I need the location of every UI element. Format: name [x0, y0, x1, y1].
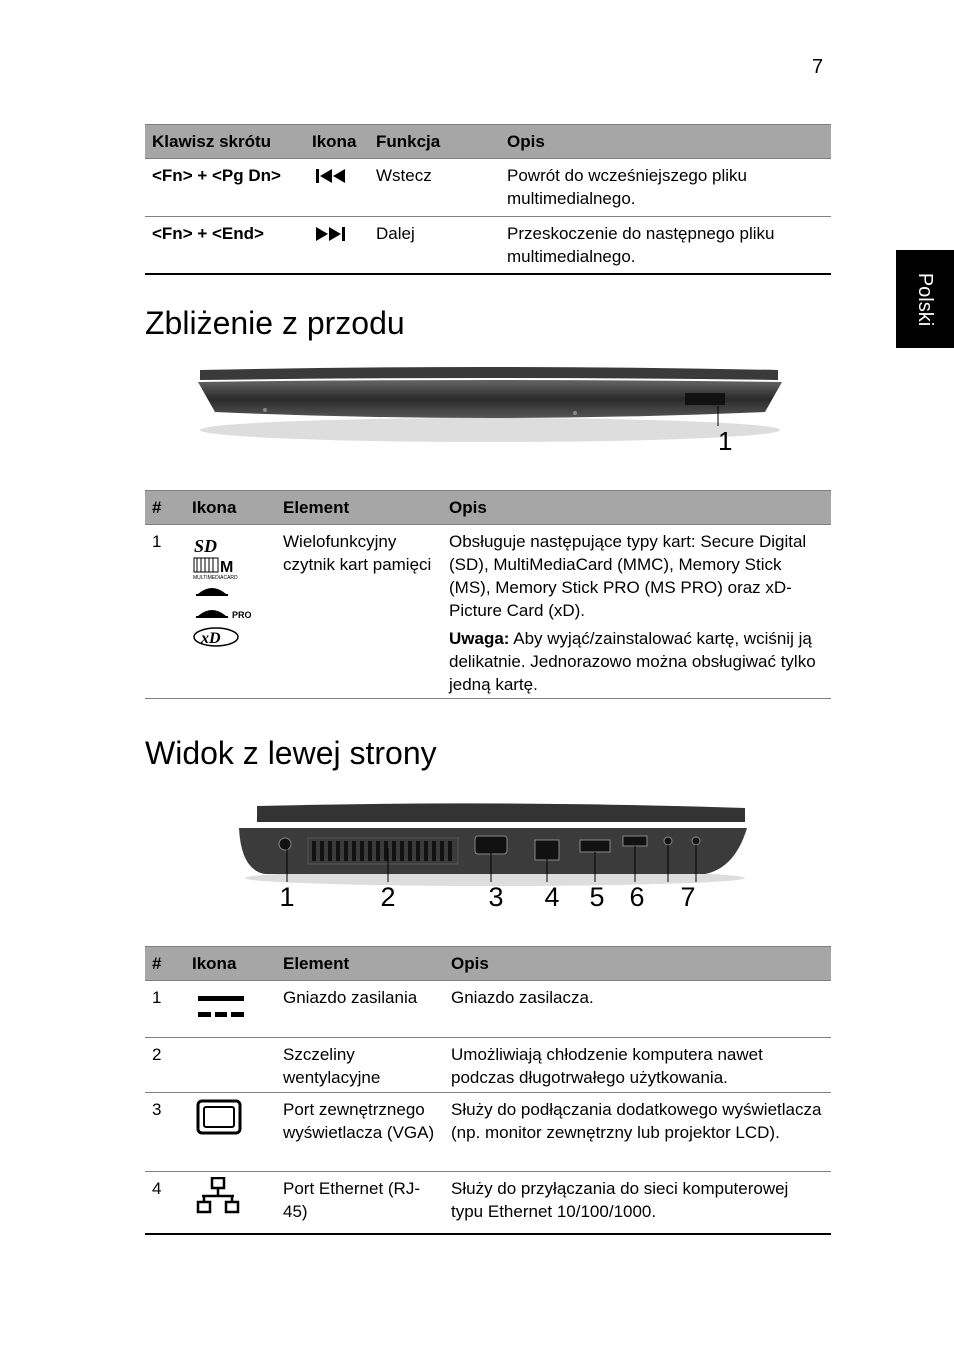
left-callout: 3 — [488, 882, 504, 912]
svg-text:M: M — [220, 559, 234, 576]
table-row — [145, 1093, 831, 1172]
shortcut-table — [145, 124, 831, 275]
memory-stick-pro-icon — [196, 610, 252, 620]
note-text: Aby wyjąć/zainstalować kartę, wciśnij ją delikatnie. Jednorazowo można obsługiwać tylko jedną kartę. — [449, 629, 816, 694]
left-callout: 2 — [380, 882, 396, 912]
vent-slot — [448, 841, 452, 861]
vent-slot — [440, 841, 444, 861]
header-element: Element — [276, 491, 442, 525]
row-element: Szczeliny wentylacyjne — [276, 1038, 444, 1093]
row-number: 4 — [145, 1172, 185, 1234]
section-title-left: Widok z lewej strony — [145, 735, 437, 771]
left-callout: 6 — [629, 882, 645, 912]
sd-icon: SD — [194, 536, 218, 556]
header-element: Element — [276, 947, 444, 981]
table-row — [145, 981, 831, 1038]
left-callout: 5 — [589, 882, 605, 912]
row-desc: Gniazdo zasilacza. — [444, 981, 831, 1038]
vent-slot — [400, 841, 404, 861]
vent-slot — [416, 841, 420, 861]
left-callout: 1 — [279, 882, 295, 912]
svg-text:xD: xD — [201, 630, 221, 647]
row-element: Gniazdo zasilania — [276, 981, 444, 1038]
vent-slot — [336, 841, 340, 861]
laptop-front-image — [190, 360, 790, 460]
header-desc: Opis — [442, 491, 831, 525]
svg-text:PRO: PRO — [232, 610, 252, 620]
shortcut-desc: Przeskoczenie do następnego pliku multimedialnego. — [500, 217, 831, 274]
header-desc: Opis — [444, 947, 831, 981]
card-types-desc: Obsługuje następujące typy kart: Secure Digital (SD), MultiMediaCard (MMC), Memory Stick (MS), Memory Stick PRO (MS PRO) oraz xD-Picture Card (xD). — [449, 532, 807, 620]
vent-slot — [312, 841, 316, 861]
section-title-front: Zbliżenie z przodu — [145, 305, 405, 341]
front-callout: 1 — [718, 426, 733, 456]
header-function: Funkcja — [369, 125, 500, 159]
row-desc — [442, 525, 831, 699]
shortcut-function: Wstecz — [369, 159, 500, 217]
header-icon: Ikona — [185, 491, 276, 525]
table-row — [145, 1038, 831, 1093]
table-header — [145, 947, 831, 981]
xd-icon — [194, 628, 238, 647]
header-number: # — [145, 947, 185, 981]
header-icon: Ikona — [305, 125, 369, 159]
left-callout: 4 — [544, 882, 560, 912]
vent-slot — [376, 841, 380, 861]
vent-slot — [352, 841, 356, 861]
table-header — [145, 125, 831, 159]
shortcut-desc: Powrót do wcześniejszego pliku multimedialnego. — [500, 159, 831, 217]
row-element: Port zewnętrznego wyświetlacza (VGA) — [276, 1093, 444, 1172]
vga-icon — [185, 1093, 276, 1172]
ethernet-icon — [185, 1172, 276, 1234]
previous-track-icon — [305, 159, 369, 217]
row-element: Wielofunkcyjny czytnik kart pamięci — [276, 525, 442, 699]
vent-slot — [368, 841, 372, 861]
note-label: Uwaga: — [449, 629, 510, 648]
table-row — [145, 217, 831, 274]
row-number: 1 — [145, 981, 185, 1038]
vent-slot — [392, 841, 396, 861]
vent-slot — [360, 841, 364, 861]
row-element: Port Ethernet (RJ-45) — [276, 1172, 444, 1234]
shortcut-key: <Fn> + <Pg Dn> — [145, 159, 305, 217]
laptop-left-image — [235, 800, 755, 915]
next-track-icon — [305, 217, 369, 274]
page-number: 7 — [812, 56, 824, 78]
table-row — [145, 1172, 831, 1234]
table-header — [145, 491, 831, 525]
left-callout: 7 — [680, 882, 696, 912]
language-tab: Polski — [896, 250, 954, 348]
left-table — [145, 946, 831, 1235]
shortcut-key: <Fn> + <End> — [145, 217, 305, 274]
note — [449, 627, 824, 696]
row-number: 2 — [145, 1038, 185, 1093]
vent-slot — [344, 841, 348, 861]
header-number: # — [145, 491, 185, 525]
memory-stick-icon — [196, 588, 228, 596]
vent-slot — [320, 841, 324, 861]
table-row — [145, 159, 831, 217]
mmc-icon — [193, 558, 238, 581]
row-desc: Służy do przyłączania do sieci komputerowej typu Ethernet 10/100/1000. — [444, 1172, 831, 1234]
header-key: Klawisz skrótu — [145, 125, 305, 159]
front-table — [145, 490, 831, 699]
header-icon: Ikona — [185, 947, 276, 981]
vent-slot — [384, 841, 388, 861]
row-number: 1 — [145, 525, 185, 699]
header-desc: Opis — [500, 125, 831, 159]
vent-slot — [328, 841, 332, 861]
table-row — [145, 525, 831, 699]
svg-text:MULTIMEDIACARD: MULTIMEDIACARD — [193, 575, 238, 581]
row-number: 3 — [145, 1093, 185, 1172]
shortcut-function: Dalej — [369, 217, 500, 274]
dc-power-icon — [185, 981, 276, 1038]
card-reader-icons — [185, 525, 276, 699]
row-desc: Umożliwiają chłodzenie komputera nawet podczas długotrwałego użytkowania. — [444, 1038, 831, 1093]
vent-slot — [432, 841, 436, 861]
vent-slot — [424, 841, 428, 861]
vent-slot — [408, 841, 412, 861]
row-desc: Służy do podłączania dodatkowego wyświetlacza (np. monitor zewnętrzny lub projektor LCD). — [444, 1093, 831, 1172]
